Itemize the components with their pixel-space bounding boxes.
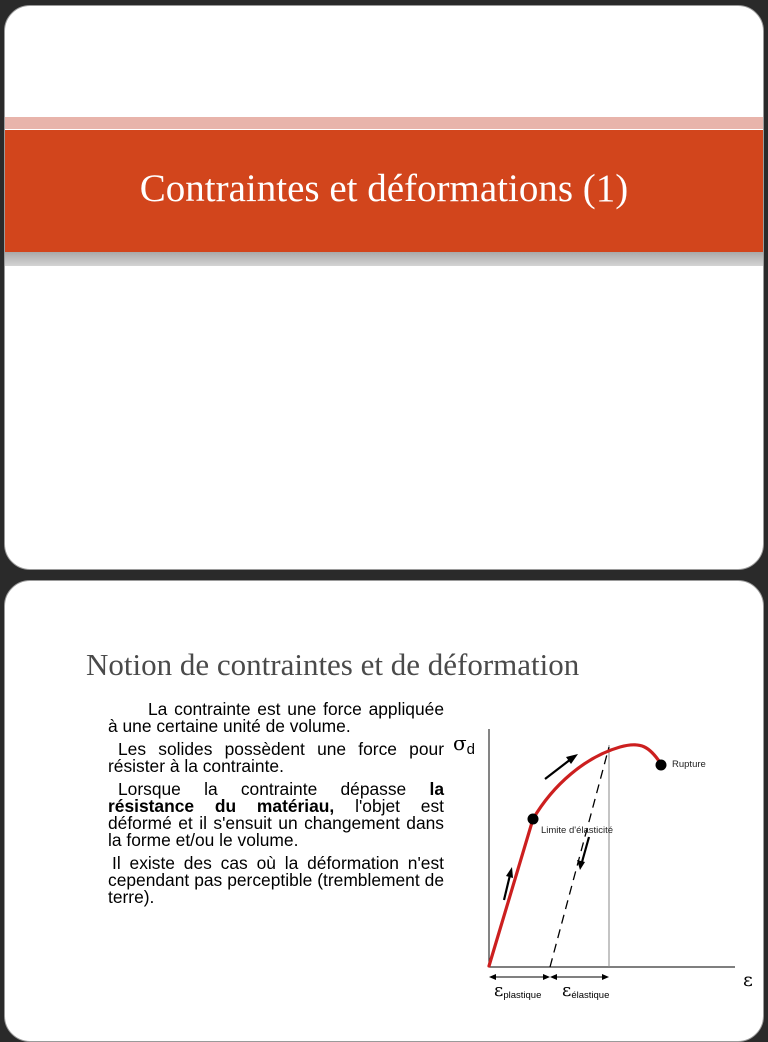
banner-bottom-shadow <box>5 252 763 266</box>
stress-strain-chart <box>445 725 761 1005</box>
unloading-arrow <box>577 837 589 870</box>
title-banner <box>5 130 763 252</box>
yield-label: Limite d'élasticité <box>541 825 614 836</box>
content-slide <box>4 580 764 1042</box>
y-axis-label: $\sigma_d$ <box>453 731 475 758</box>
banner-top-accent <box>5 117 763 129</box>
yield-point <box>528 814 539 825</box>
stress-strain-curve <box>489 745 661 966</box>
rupture-point <box>656 760 667 771</box>
paragraph-2: Les solides possèdent une force pour résister à la contrainte. <box>108 739 444 776</box>
elastic-strain-label: εélastique <box>562 980 610 1001</box>
elastic-strain-arrow <box>550 974 609 980</box>
unloading-dashed-line <box>550 747 609 967</box>
slide-title: Contraintes et déformations (1) <box>139 167 629 210</box>
paragraph-4: Il existe des cas où la déformation n'est cependant pas perceptible (tremblement de terre). <box>108 853 444 907</box>
body-text <box>108 701 444 912</box>
paragraph-3 <box>108 781 444 849</box>
paragraph-1: La contrainte est une force appliquée à une certaine unité de volume. <box>108 699 444 736</box>
paragraph-3-start: Lorsque la contrainte dépasse <box>118 779 430 799</box>
title-slide <box>4 5 764 570</box>
loading-arrow-upper <box>545 754 578 779</box>
paragraph-3-bold: la résistance du matériau, <box>108 779 444 816</box>
plastic-strain-label: εplastique <box>494 980 542 1001</box>
paragraph-3-end: l'objet est déformé et il s'ensuit un changement dans la forme et/ou le volume. <box>108 796 444 850</box>
rupture-label: Rupture <box>672 759 706 770</box>
section-heading: Notion de contraintes et de déformation <box>86 647 580 682</box>
x-axis-label: ε <box>743 969 753 991</box>
